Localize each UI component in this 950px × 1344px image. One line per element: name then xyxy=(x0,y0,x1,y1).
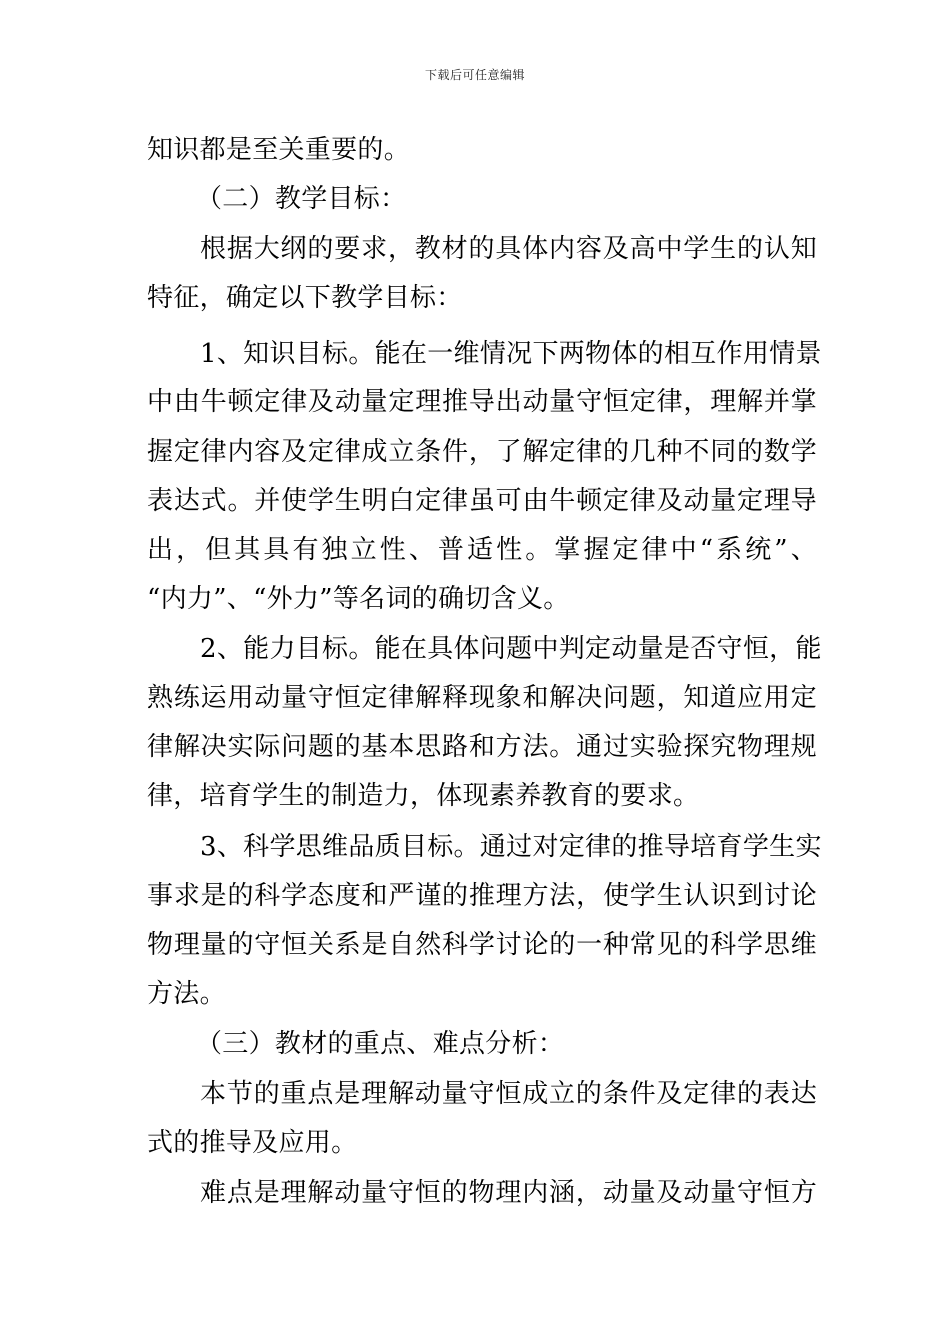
text-line-9: 出，但其具有独立性、普适性。掌握定律中“系统”、 xyxy=(147,535,817,565)
text-line-14: 律，培育学生的制造力，体现素养教育的要求。 xyxy=(147,781,700,811)
text-line-18: 方法。 xyxy=(147,979,226,1009)
text-line-22: 难点是理解动量守恒的物理内涵，动量及动量守恒方 xyxy=(200,1178,817,1208)
section-heading-teaching-goals: （二）教学目标： xyxy=(196,184,407,214)
page-header: 下载后可任意编辑 xyxy=(424,68,525,82)
text-line-1: 知识都是至关重要的。 xyxy=(147,135,411,165)
text-line-6: 中由牛顿定律及动量定理推导出动量守恒定律，理解并掌 xyxy=(147,387,817,417)
text-line-16: 事求是的科学态度和严谨的推理方法，使学生认识到讨论 xyxy=(147,881,817,911)
text-line-12: 熟练运用动量守恒定律解释现象和解决问题，知道应用定 xyxy=(147,683,817,713)
text-line-21: 式的推导及应用。 xyxy=(147,1128,358,1158)
text-line-8: 表达式。并使学生明白定律虽可由牛顿定律及动量定理导 xyxy=(147,486,817,516)
section-heading-key-points: （三）教材的重点、难点分析： xyxy=(196,1029,565,1059)
text-line-5: 1、知识目标。能在一维情况下两物体的相互作用情景 xyxy=(200,339,822,369)
text-line-7: 握定律内容及定律成立条件，了解定律的几种不同的数学 xyxy=(147,437,817,467)
text-line-4: 特征，确定以下教学目标： xyxy=(147,283,463,313)
text-line-11: 2、能力目标。能在具体问题中判定动量是否守恒，能 xyxy=(200,634,822,664)
text-line-15: 3、科学思维品质目标。通过对定律的推导培育学生实 xyxy=(200,832,822,862)
text-line-10: “内力”、“外力”等名词的确切含义。 xyxy=(147,584,570,614)
text-line-13: 律解决实际问题的基本思路和方法。通过实验探究物理规 xyxy=(147,732,817,762)
text-line-3: 根据大纲的要求，教材的具体内容及高中学生的认知 xyxy=(200,234,817,264)
text-line-17: 物理量的守恒关系是自然科学讨论的一种常见的科学思维 xyxy=(147,930,817,960)
text-line-20: 本节的重点是理解动量守恒成立的条件及定律的表达 xyxy=(200,1079,817,1109)
